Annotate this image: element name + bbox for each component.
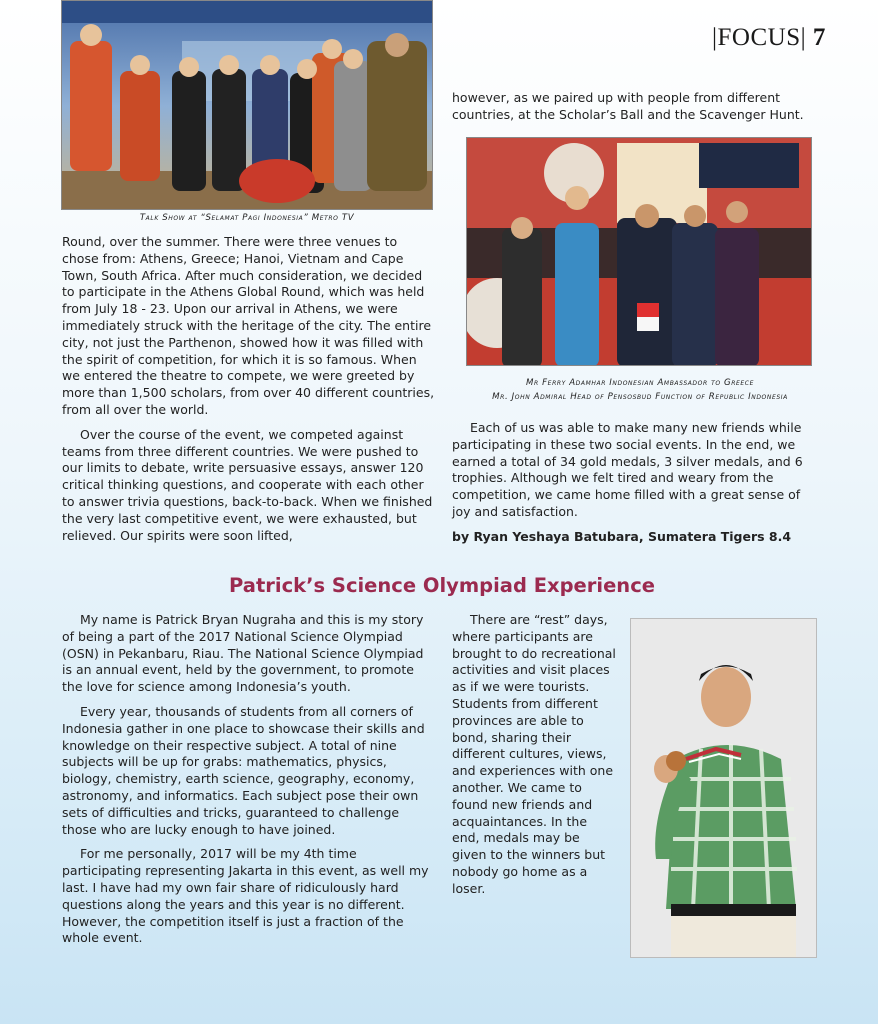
- article1-right-column: [452, 420, 820, 554]
- ambassador-caption: [445, 376, 835, 404]
- article1-byline: by Ryan Yeshaya Batubara, Sumatera Tigers 8.4: [452, 528, 792, 544]
- page-number: 7: [812, 24, 826, 51]
- ambassador-photo-image: [467, 138, 812, 366]
- article2-paragraph-4: There are “rest” days, where participants are brought to do recreational activities and visit places as if we were tourists. Students from different provinces are able to bond, sharing their different cultures, views, and experiences with one another. We came to found new friends and acquaintances. In the end, medals may be given to the winners but nobody go home as a loser.: [452, 612, 616, 896]
- article2-title: Patrick’s Science Olympiad Experience: [229, 574, 655, 597]
- talkshow-photo-image: [62, 1, 433, 210]
- page-header: [712, 24, 862, 52]
- article2-left-column: [62, 612, 437, 955]
- article1-right-top: [452, 90, 822, 132]
- ambassador-caption-line-1: Mr Ferry Adamhar Indonesian Ambassador to Greece: [526, 378, 754, 388]
- article1-paragraph-1: Round, over the summer. There were three venues to chose from: Athens, Greece; Hanoi, Vietnam and Cape Town, South Africa. After much consideration, we decided to participate in the Athens Global Round, which was held from July 18 - 23. Upon our arrival in Athens, we were immediately struck with the heritage of the city. The entire city, not just the Parthenon, showed how it was filled with the spirit of competition, for which it is so famous. When we entered the theatre to compete, we were greeted by more than 1,500 scholars, from over 40 different countries, from all over the world.: [62, 234, 435, 417]
- talkshow-caption: Talk Show at “Selamat Pagi Indonesia” Metro TV: [139, 213, 355, 223]
- article2-narrow-column: [452, 612, 618, 906]
- article2-paragraph-1: My name is Patrick Bryan Nugraha and this is my story of being a part of the 2017 National Science Olympiad (OSN) in Pekanbaru, Riau. The National Science Olympiad is an annual event, held by the government, to promote the love for science among Indonesia’s youth.: [62, 612, 424, 695]
- article2-paragraph-3: For me personally, 2017 will be my 4th time participating representing Jakarta in this event, as well my last. I have had my own fair share of ridiculously hard questions along the years and this year is no different. However, the competition itself is just a fraction of the whole event.: [62, 846, 429, 946]
- ambassador-photo: [466, 137, 812, 366]
- talkshow-photo: [61, 0, 433, 210]
- article1-paragraph-3: Each of us was able to make many new friends while participating in these two social events. In the end, we earned a total of 34 gold medals, 3 silver medals, and 6 trophies. Although we felt tired and weary from the competition, we came home filled with a great sense of joy and satisfaction.: [452, 420, 803, 519]
- article1-continued-text: however, as we paired up with people from different countries, at the Scholar’s Ball and the Scavenger Hunt.: [452, 90, 804, 122]
- patrick-photo-image: [631, 619, 817, 958]
- article1-paragraph-2: Over the course of the event, we competed against teams from three different countries. We were pushed to our limits to debate, write persuasive essays, answer 120 critical thinking questions, and cooperate with each other to answer trivia questions, back-to-back. When we finished the very last competitive event, we were exhausted, but relieved. Our spirits were soon lifted,: [62, 426, 433, 543]
- ambassador-caption-line-2: Mr. John Admiral Head of Pensosbud Function of Republic Indonesia: [492, 392, 788, 402]
- article1-left-column: [62, 234, 437, 552]
- article2-paragraph-2: Every year, thousands of students from all corners of Indonesia gather in one place to showcase their skills and knowledge on their respective subject. A total of nine subjects will be up for grabs: mathematics, physics, biology, chemistry, earth science, geography, economy, astronomy, and informatics. Each subject pose their own sets of difficulties and tricks, guaranteed to challenge those who are lucky enough to have joined.: [62, 703, 425, 837]
- section-label: |FOCUS|: [712, 24, 807, 51]
- patrick-photo: [630, 618, 817, 958]
